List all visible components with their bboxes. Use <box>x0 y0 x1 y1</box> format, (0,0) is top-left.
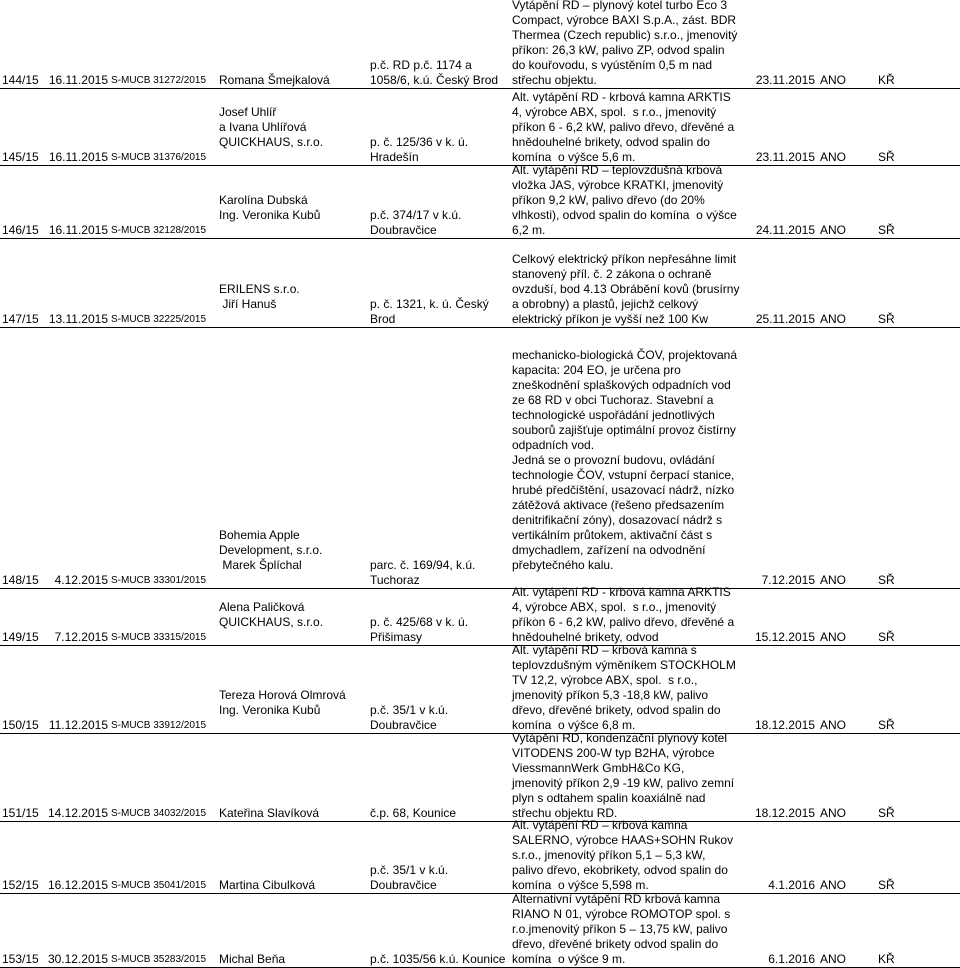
authority-code: KŘ <box>878 73 895 87</box>
approval-status: ANO <box>820 312 847 326</box>
submission-date: 13.11.2015 <box>48 312 108 326</box>
record-number: 144/15 <box>2 73 39 87</box>
reference-number: S-MUCB 33912/2015 <box>111 720 207 731</box>
reference-number: S-MUCB 32128/2015 <box>111 225 207 236</box>
applicant-name: Karolína Dubská Ing. Veronika Kubů <box>219 193 321 222</box>
approval-status: ANO <box>820 878 847 892</box>
authority-code: SŘ <box>878 150 895 164</box>
project-description: Alt. vytápění RD - krbová kamna ARKTIS 4, výrobce ABX, spol. s r.o., jmenovitý příkon 6 - 6,2 kW, palivo dřevo, dřevěné a hnědouhelné brikety, odvod spalin do komína o výšce 5,6 m. <box>512 90 735 164</box>
authority-code: SŘ <box>878 630 895 644</box>
submission-date: 16.11.2015 <box>48 73 108 87</box>
parcel-location: č.p. 68, Kounice <box>370 806 457 820</box>
record-number: 145/15 <box>2 150 39 164</box>
applicant-name: Bohemia Apple Development, s.r.o. Marek Šplíchal <box>219 528 323 572</box>
table-row <box>0 643 960 734</box>
record-number: 152/15 <box>2 878 39 892</box>
record-number: 149/15 <box>2 630 39 644</box>
reference-number: S-MUCB 31376/2015 <box>111 152 207 163</box>
applicant-name: Josef Uhlíř a Ivana Uhlířová QUICKHAUS, s.r.o. <box>219 105 324 149</box>
submission-date: 16.11.2015 <box>48 150 108 164</box>
approval-status: ANO <box>820 223 847 237</box>
reference-number: S-MUCB 35283/2015 <box>111 954 207 965</box>
parcel-location: p.č. RD p.č. 1174 a 1058/6, k.ú. Český Brod <box>370 58 499 87</box>
approval-status: ANO <box>820 73 847 87</box>
submission-date: 30.12.2015 <box>47 952 108 966</box>
project-description: Alt. vytápění RD – krbová kamna SALERNO, výrobce HAAS+SOHN Rukov s.r.o., jmenovitý příkon 5,1 – 5,3 kW, palivo dřevo, ekobrikety, odvod spalin do komína o výšce 5,598 m. <box>512 818 734 892</box>
project-description: Vytápění RD – plynový kotel turbo Eco 3 Compact, výrobce BAXI S.p.A., zást. BDR Thermea (Czech republic) s.r.o., jmenovitý příkon: 26,3 kW, palivo ZP, odvod spalin do kouřovodu, s vyústěním 0,5 m nad střechu objektu. <box>512 0 738 87</box>
project-description: mechanicko-biologická ČOV, projektovaná kapacita: 204 EO, je určena pro zneškodnění splaškových odpadních vod ze 68 RD v obci Tuchoraz. Stavební a technologické uspořádání jednotlivých souborů zajišťuje optimální provoz čistírny odpadních vod. Jedná se o provozní budovu, ovládání technologie ČOV, vstupní čerpací stanice, hrubé předčištění, usazovací nádrž, nízko zátěžová aktivace (řešeno předsazením denitrifikační zóny), dosazovací nádrž s vertikálním průtokem, aktivační část s dmychadlem, zařízení na odvodnění přebytečného kalu. <box>512 348 738 572</box>
parcel-location: p.č. 35/1 v k.ú. Doubravčice <box>370 863 449 892</box>
applicant-name: Alena Paličková QUICKHAUS, s.r.o. <box>219 600 324 629</box>
approval-status: ANO <box>820 718 847 732</box>
project-description: Vytápění RD, kondenzační plynový kotel VITODENS 200-W typ B2HA, výrobce ViessmannWerk GmbH&Co KG, jmenovitý příkon 2,9 -19 kW, palivo zemní plyn s odtahem spalin koaxiálně nad střechu objektu RD. <box>512 731 735 820</box>
authority-code: SŘ <box>878 223 895 237</box>
table-row <box>0 163 960 239</box>
table-row <box>0 328 960 589</box>
reference-number: S-MUCB 32225/2015 <box>111 314 207 325</box>
decision-date: 18.12.2015 <box>754 806 815 820</box>
parcel-location: p.č. 374/17 v k.ú. Doubravčice <box>370 208 462 237</box>
parcel-location: p. č. 425/68 v k. ú. Přišimasy <box>370 615 469 644</box>
approval-status: ANO <box>820 952 847 966</box>
authority-code: SŘ <box>878 312 895 326</box>
authority-code: SŘ <box>878 806 895 820</box>
decision-date: 15.12.2015 <box>754 630 815 644</box>
record-number: 150/15 <box>2 718 39 732</box>
reference-number: S-MUCB 31272/2015 <box>111 75 207 86</box>
record-number: 146/15 <box>2 223 39 237</box>
approval-status: ANO <box>820 573 847 587</box>
authority-code: SŘ <box>878 878 895 892</box>
parcel-location: p.č. 35/1 v k.ú. Doubravčice <box>370 703 449 732</box>
record-number: 147/15 <box>2 312 39 326</box>
decision-date: 7.12.2015 <box>761 573 815 587</box>
table-row <box>0 239 960 328</box>
applicant-name: ERILENS s.r.o. Jiří Hanuš <box>219 282 300 311</box>
applicant-name: Tereza Horová Olmrová Ing. Veronika Kubů <box>219 688 346 717</box>
applicant-name: Michal Beňa <box>219 952 286 966</box>
table-row <box>0 89 960 166</box>
table-row <box>0 731 960 822</box>
authority-code: SŘ <box>878 718 895 732</box>
applicant-name: Romana Šmejkalová <box>219 73 330 87</box>
decision-date: 23.11.2015 <box>755 73 815 87</box>
approval-status: ANO <box>820 630 847 644</box>
decision-date: 4.1.2016 <box>768 878 815 892</box>
authority-code: KŘ <box>878 952 895 966</box>
decision-date: 25.11.2015 <box>755 312 815 326</box>
reference-number: S-MUCB 33301/2015 <box>111 575 207 586</box>
record-number: 148/15 <box>2 573 39 587</box>
reference-number: S-MUCB 35041/2015 <box>111 880 207 891</box>
table-row <box>0 0 960 89</box>
decision-date: 6.1.2016 <box>768 952 815 966</box>
parcel-location: p. č. 125/36 v k. ú. Hradešín <box>370 135 469 164</box>
decision-date: 18.12.2015 <box>754 718 815 732</box>
submission-date: 4.12.2015 <box>54 573 108 587</box>
record-number: 153/15 <box>2 952 39 966</box>
project-description: Celkový elektrický příkon nepřesáhne limit stanovený příl. č. 2 zákona o ochraně ovzduší, bod 4.13 Obrábění kovů (brusírny a obrobny) a plastů, jejichž celkový elektrický příkon je vyšší než 100 Kw <box>512 252 740 326</box>
table-row <box>0 894 960 968</box>
decision-date: 23.11.2015 <box>755 150 815 164</box>
submission-date: 16.12.2015 <box>47 878 108 892</box>
applicant-name: Kateřina Slavíková <box>219 806 320 820</box>
decision-date: 24.11.2015 <box>755 223 815 237</box>
authority-code: SŘ <box>878 573 895 587</box>
reference-number: S-MUCB 33315/2015 <box>111 632 207 643</box>
submission-date: 7.12.2015 <box>54 630 108 644</box>
approval-status: ANO <box>820 150 847 164</box>
parcel-location: p. č. 1321, k. ú. Český Brod <box>370 297 489 326</box>
submission-date: 11.12.2015 <box>48 718 108 732</box>
applicant-name: Martina Cibulková <box>219 878 316 892</box>
project-description: Alt. vytápění RD – teplovzdušná krbová vložka JAS, výrobce KRATKI, jmenovitý příkon 9,2 kW, palivo dřevo (do 20% vlhkosti), odvod spalin do komína o výšce 6,2 m. <box>512 163 737 237</box>
parcel-location: parc. č. 169/94, k.ú. Tuchoraz <box>370 558 476 587</box>
project-description: Alt. vytápění RD – krbová kamna s teplovzdušným výměníkem STOCKHOLM TV 12,2, výrobce ABX, spol. s r.o., jmenovitý příkon 5,3 -18,8 kW, palivo dřevo, dřevěné brikety, odvod spalin do komína o výšce 6,8 m. <box>512 643 736 732</box>
approval-status: ANO <box>820 806 847 820</box>
reference-number: S-MUCB 34032/2015 <box>111 808 207 819</box>
project-description: Alternativní vytápění RD krbová kamna RIANO N 01, výrobce ROMOTOP spol. s r.o.jmenovitý příkon 5 – 13,75 kW, palivo dřevo, dřevěné brikety odvod spalin do komína o výšce 9 m. <box>512 892 731 966</box>
submission-date: 14.12.2015 <box>47 806 108 820</box>
project-description: Alt. vytápění RD - krbová kamna ARKTIS 4, výrobce ABX, spol. s r.o., jmenovitý příkon 6 - 6,2 kW, palivo dřevo, dřevěné a hnědouhelné brikety, odvod <box>512 585 735 644</box>
table-row <box>0 818 960 894</box>
table-row <box>0 585 960 646</box>
parcel-location: p.č. 1035/56 k.ú. Kounice <box>370 952 506 966</box>
record-number: 151/15 <box>2 806 39 820</box>
submission-date: 16.11.2015 <box>48 223 108 237</box>
